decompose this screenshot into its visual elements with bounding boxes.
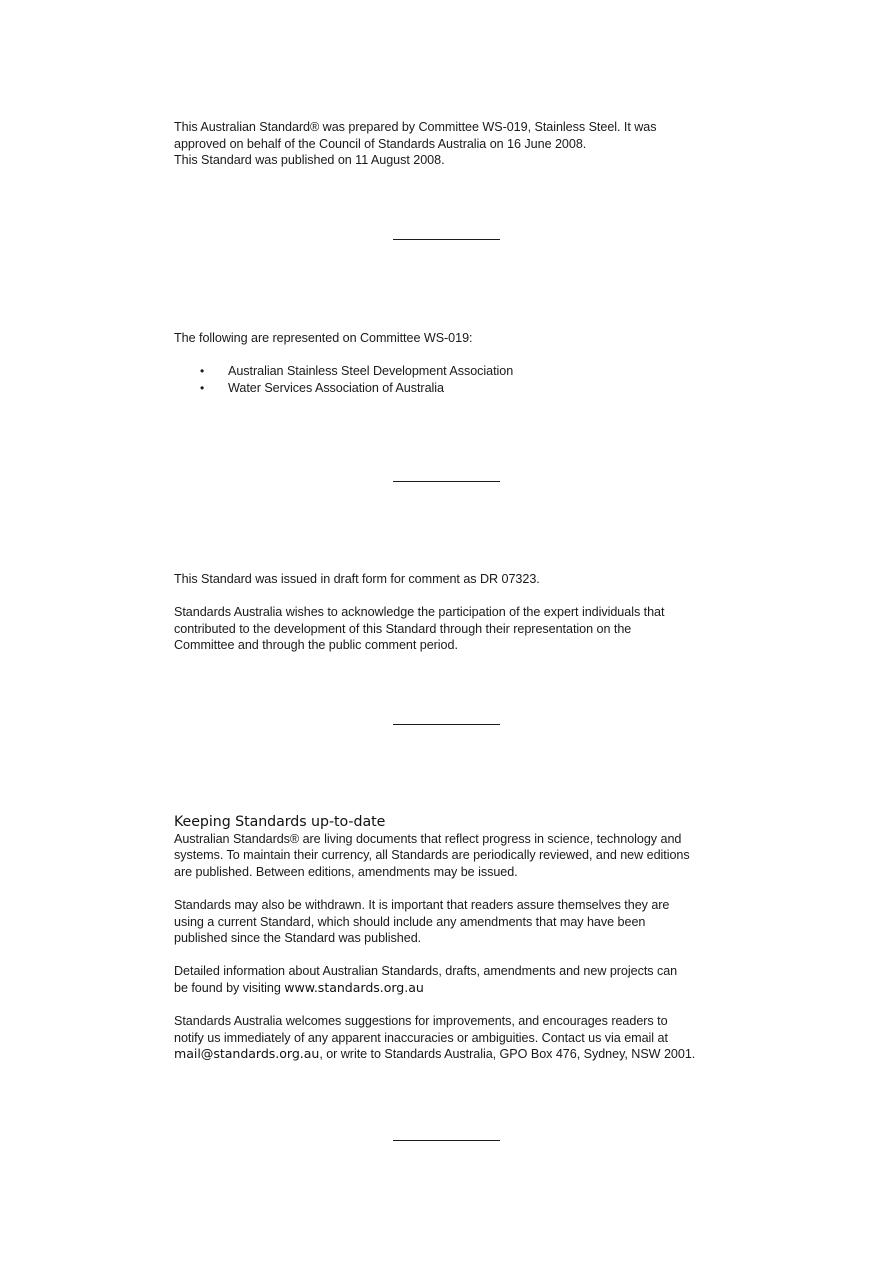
paragraph-line: notify us immediately of any apparent inaccuracies or ambiguities. Contact us via email at [174, 1030, 668, 1045]
approval-notice [174, 119, 734, 169]
committee-member: Water Services Association of Australia [228, 380, 444, 395]
paragraph-line: systems. To maintain their currency, all Standards are periodically reviewed, and new editions [174, 848, 690, 863]
list-item [174, 380, 734, 397]
publication-date-line: This Standard was published on 11 August 2008. [174, 153, 445, 168]
paragraph-line: Standards Australia welcomes suggestions for improvements, and encourages readers to [174, 1014, 668, 1029]
paragraph-line: Australian Standards® are living documents that reflect progress in science, technology and [174, 831, 682, 846]
paragraph-text: , or write to Standards Australia, GPO Box 476, Sydney, NSW 2001. [319, 1047, 696, 1062]
paragraph-line: Detailed information about Australian Standards, drafts, amendments and new projects can [174, 964, 678, 979]
section-divider [393, 724, 500, 725]
paragraph-line: are published. Between editions, amendments may be issued. [174, 864, 518, 879]
draft-issued-line: This Standard was issued in draft form for comment as DR 07323. [174, 572, 540, 586]
bullet-icon: • [200, 364, 205, 379]
committee-representation [174, 330, 734, 396]
section-heading: Keeping Standards up-to-date [174, 814, 386, 830]
approval-line: This Australian Standard® was prepared by Committee WS-019, Stainless Steel. It was [174, 120, 657, 134]
bullet-icon: • [200, 380, 205, 395]
acknowledgement-line: Committee and through the public comment period. [174, 638, 458, 653]
section-divider [393, 239, 500, 240]
draft-notice [174, 571, 734, 654]
paragraph-text: be found by visiting [174, 980, 285, 995]
committee-intro: The following are represented on Committee WS-019: [174, 331, 473, 345]
paragraph-line: using a current Standard, which should include any amendments that may have been [174, 914, 646, 929]
keeping-up-to-date-section [174, 814, 734, 1063]
section-divider [393, 1140, 500, 1141]
list-item [174, 363, 734, 380]
acknowledgement-line: Standards Australia wishes to acknowledge the participation of the expert individuals that [174, 605, 665, 620]
acknowledgement-line: contributed to the development of this Standard through their representation on the [174, 621, 632, 636]
paragraph-line [174, 1046, 734, 1063]
email-link[interactable]: mail@standards.org.au [174, 1046, 320, 1062]
paragraph-line: Standards may also be withdrawn. It is important that readers assure themselves they are [174, 897, 670, 912]
committee-member: Australian Stainless Steel Development Association [228, 364, 514, 379]
paragraph-line: published since the Standard was published. [174, 931, 422, 946]
website-link[interactable]: www.standards.org.au [284, 979, 424, 995]
approval-line: approved on behalf of the Council of Standards Australia on 16 June 2008. [174, 136, 587, 151]
committee-member-list [174, 363, 734, 396]
paragraph-line [174, 980, 734, 997]
section-divider [393, 481, 500, 482]
